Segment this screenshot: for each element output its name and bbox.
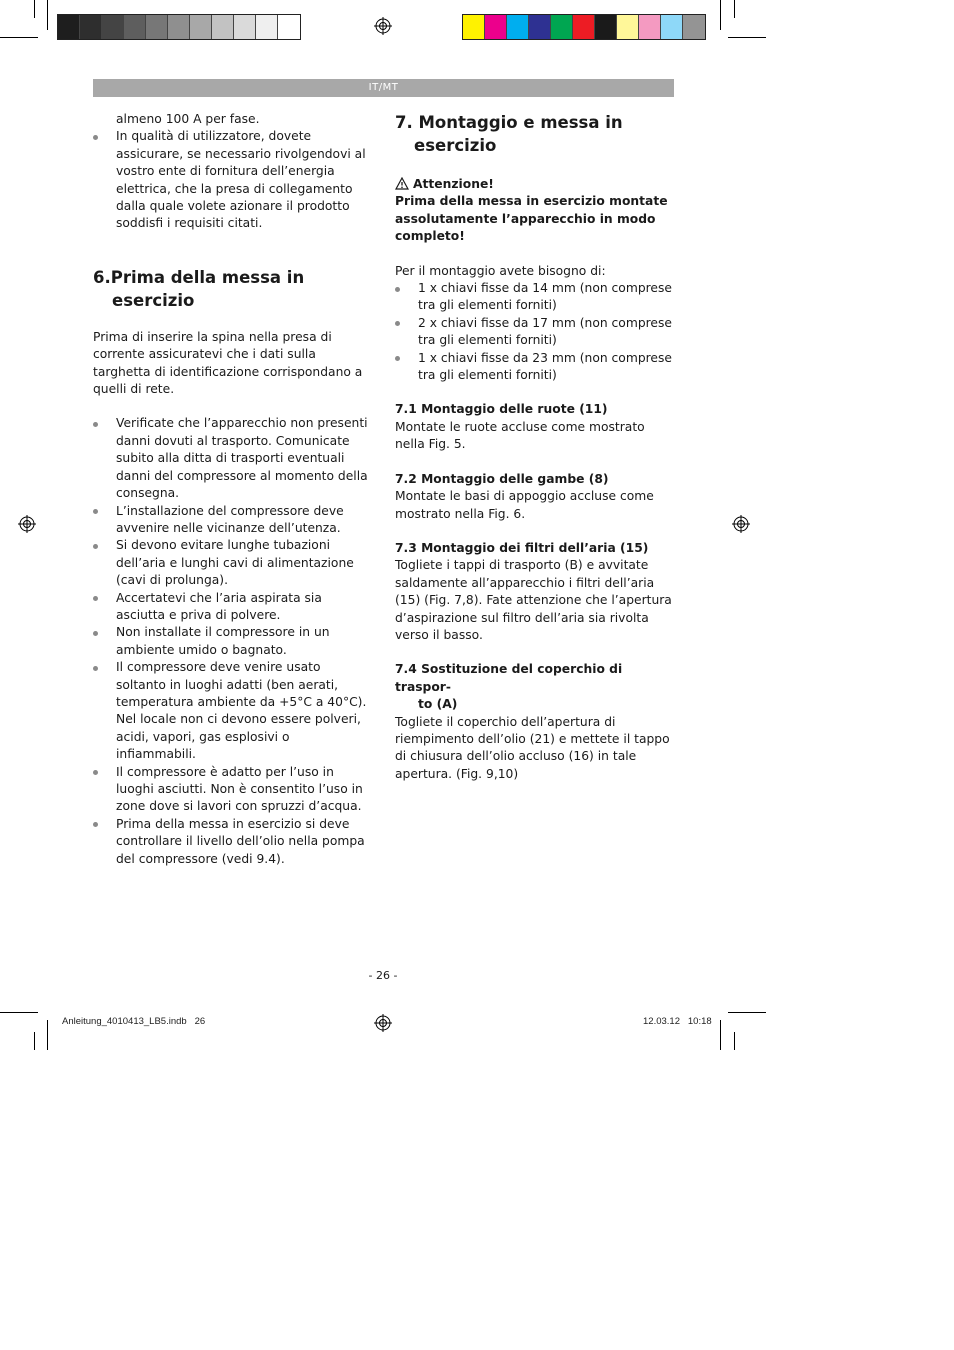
warning-heading: [395, 176, 675, 193]
color-swatch: [485, 15, 507, 39]
list-item: Si devono evitare lunghe tubazioni dell’aria e lunghi cavi di alimentazione (cavi di prolunga).: [93, 537, 373, 589]
section-7-title-line1: Montaggio e messa in: [418, 113, 623, 132]
crop-mark: [720, 0, 721, 30]
crop-mark: [734, 0, 735, 18]
list-item: Il compressore è adatto per l’uso in luoghi asciutti. Non è consentito l’uso in zone dove si lavori con spruzzi d’acqua.: [93, 764, 373, 816]
registration-mark-icon: [732, 515, 750, 533]
page-number: - 26 -: [368, 969, 398, 982]
list-item: 2 x chiavi fisse da 17 mm (non comprese tra gli elementi forniti): [395, 315, 675, 350]
color-swatch: [212, 15, 234, 39]
crop-mark: [34, 1032, 35, 1050]
color-swatch: [661, 15, 683, 39]
subsection-7-1-title: 7.1 Montaggio delle ruote (11): [395, 402, 608, 417]
subsection-7-4-title: [395, 661, 675, 713]
list-item: Prima della messa in esercizio si deve controllare il livello dell’olio nella pompa del compressore (vedi 9.4).: [93, 816, 373, 868]
crop-mark: [34, 0, 35, 18]
subsection-7-3-title: 7.3 Montaggio dei filtri dell’aria (15): [395, 540, 649, 555]
intro-continuation: almeno 100 A per fase.: [116, 112, 260, 126]
section-7-title-line2: esercizio: [414, 136, 497, 155]
list-item: L’installazione del compressore deve avvenire nelle vicinanze dell’utenza.: [93, 503, 373, 538]
section-7-heading: [395, 111, 675, 157]
color-swatch: [80, 15, 102, 39]
process-color-bar: [462, 14, 706, 40]
list-item: Non installate il compressore in un ambiente umido o bagnato.: [93, 624, 373, 659]
language-header-bar: [93, 79, 674, 97]
section-6-paragraph: Prima di inserire la spina nella presa di corrente assicuratevi che i dati sulla targhetta di identificazione corrispondano a quelli di rete.: [93, 329, 363, 397]
color-swatch: [256, 15, 278, 39]
color-swatch: [190, 15, 212, 39]
color-swatch: [124, 15, 146, 39]
warning-block: [395, 176, 675, 246]
tools-bullet-list: [395, 280, 675, 384]
subsection-7-1-text: Montate le ruote accluse come mostrato nella Fig. 5.: [395, 419, 645, 452]
subsection-7-4-text: Togliete il coperchio dell’apertura di riempimento dell’olio (21) e mettete il tappo di chiusura dell’olio accluso (16) in tale apertura. (Fig. 9,10): [395, 714, 670, 781]
color-swatch: [58, 15, 80, 39]
list-item: Accertatevi che l’aria aspirata sia asciutta e priva di polvere.: [93, 590, 373, 625]
list-item: Verificate che l’apparecchio non presenti danni dovuti al trasporto. Comunicate subito alla ditta di trasporti eventuali danni del compressore al momento della consegna.: [93, 415, 373, 502]
color-swatch: [573, 15, 595, 39]
crop-mark: [734, 1032, 735, 1050]
registration-mark-icon: [18, 515, 36, 533]
registration-mark-icon: [374, 1014, 392, 1032]
crop-mark: [0, 1012, 38, 1013]
color-swatch: [683, 15, 705, 39]
list-item: 1 x chiavi fisse da 23 mm (non comprese tra gli elementi forniti): [395, 350, 675, 385]
crop-mark: [47, 0, 48, 30]
footer-date: 12.03.12 10:18: [643, 1016, 712, 1027]
tools-intro: Per il montaggio avete bisogno di:: [395, 263, 606, 278]
crop-mark: [720, 1020, 721, 1050]
section-7-number: 7.: [395, 113, 413, 132]
color-swatch: [146, 15, 168, 39]
grayscale-color-bar: [57, 14, 301, 40]
left-column: [93, 111, 373, 868]
warning-triangle-icon: [395, 177, 409, 190]
list-item: 1 x chiavi fisse da 14 mm (non comprese tra gli elementi forniti): [395, 280, 675, 315]
list-item: Il compressore deve venire usato soltanto in luoghi adatti (ben aerati, temperatura ambiente da +5°C a 40°C). Nel locale non ci devono essere polveri, acidi, vapori, gas esplosivi o infiammabili.: [93, 659, 373, 763]
subsection-7-3-text: Togliete i tappi di trasporto (B) e avvitate saldamente all’apparecchio i filtri dell’aria (15) (Fig. 7,8). Fate attenzione che l’apertura d’aspirazione sul filtro dell’aria sia rivolta verso il basso.: [395, 558, 672, 642]
color-swatch: [168, 15, 190, 39]
section-6-title-line2: esercizio: [112, 290, 195, 310]
list-item: In qualità di utilizzatore, dovete assicurare, se necessario rivolgendovi al vostro ente di fornitura dell’energia elettrica, che la presa di collegamento dalla quale volete azionare il prodotto soddisfi i requisiti citati.: [93, 128, 373, 232]
color-swatch: [102, 15, 124, 39]
crop-mark: [0, 37, 38, 38]
color-swatch: [278, 15, 300, 39]
color-swatch: [463, 15, 485, 39]
section-6-title-line1: Prima della messa in: [110, 267, 305, 287]
color-swatch: [639, 15, 661, 39]
color-swatch: [234, 15, 256, 39]
crop-mark: [47, 1020, 48, 1050]
section-6-number: 6.: [93, 267, 111, 287]
crop-mark: [728, 37, 766, 38]
subsection-7-2-title: 7.2 Montaggio delle gambe (8): [395, 471, 609, 486]
language-code: IT/MT: [368, 82, 399, 93]
warning-text: Prima della messa in esercizio montate assolutamente l’apparecchio in modo completo!: [395, 194, 668, 244]
right-column: [395, 111, 675, 783]
footer-file-name: Anleitung_4010413_LB5.indb 26: [62, 1016, 206, 1027]
color-swatch: [595, 15, 617, 39]
warning-label: Attenzione!: [413, 177, 494, 191]
subsection-7-2-text: Montate le basi di appoggio accluse come mostrato nella Fig. 6.: [395, 489, 654, 521]
section-6-heading: [93, 266, 373, 312]
intro-bullet-list: [93, 128, 373, 232]
crop-mark: [728, 1012, 766, 1013]
color-swatch: [507, 15, 529, 39]
subsection-7-4-title-line2: to (A): [418, 697, 458, 712]
color-swatch: [529, 15, 551, 39]
color-swatch: [617, 15, 639, 39]
section-6-bullet-list: [93, 415, 373, 868]
registration-mark-icon: [374, 17, 392, 35]
subsection-7-4-title-line1: 7.4 Sostituzione del coperchio di traspor-: [395, 662, 623, 694]
color-swatch: [551, 15, 573, 39]
